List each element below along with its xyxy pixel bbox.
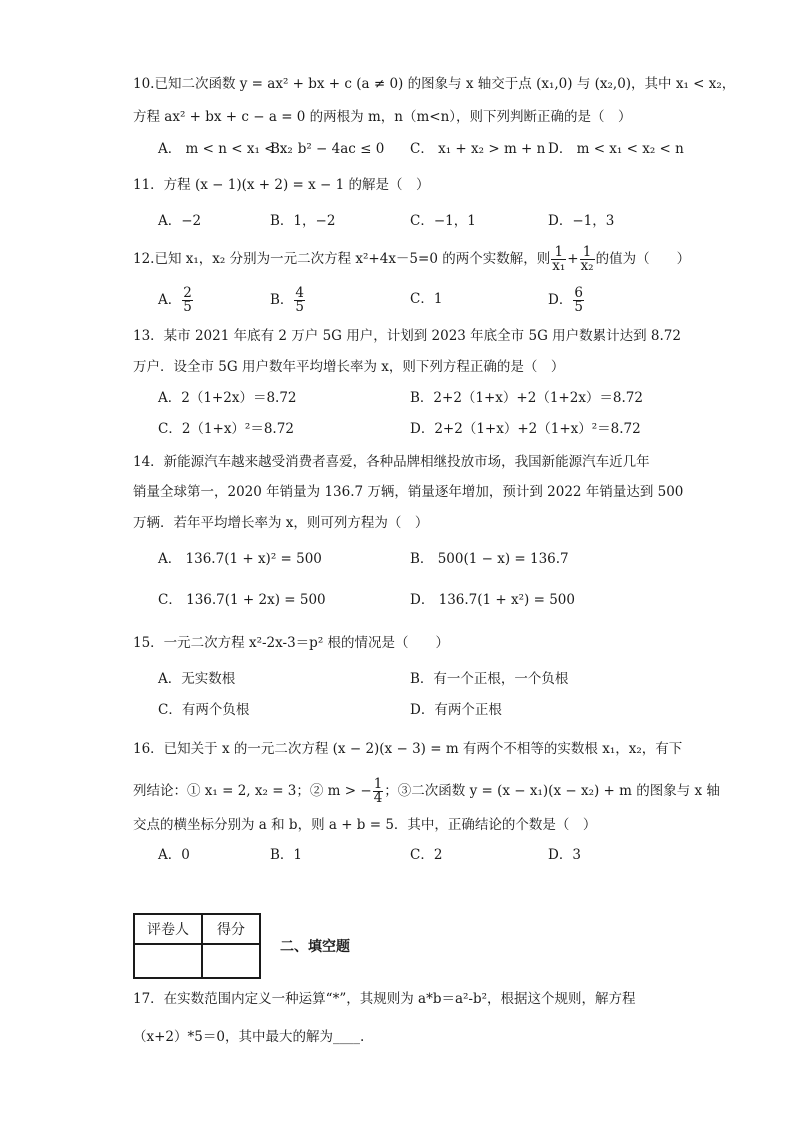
q14-option-d: D． 136.7(1 + x²) = 500 — [410, 592, 575, 608]
q13-option-c: C．2（1+x）²＝8.72 — [158, 421, 294, 437]
q10-option-c: C． x₁ + x₂ > m + n — [410, 141, 546, 157]
q16-option-b: B．1 — [270, 847, 303, 863]
score-table — [133, 913, 261, 979]
q11-option-b: B．1，−2 — [270, 213, 336, 229]
score-table-score-header: 得分 — [202, 914, 260, 944]
q16-stem-line1: 16．已知关于 x 的一元二次方程 (x − 2)(x − 3) = m 有两个不相等的实数根 x₁，x₂，有下 — [133, 741, 683, 757]
q12-stem-suffix: 的值为（ ） — [595, 251, 691, 267]
q15-option-a: A．无实数根 — [158, 671, 236, 687]
q10-option-a: A． m < n < x₁ < x₂ — [158, 141, 293, 157]
q16-fraction: $\frac{1}{4}$ — [373, 776, 383, 806]
q10-stem-line1: 10.已知二次函数 y = ax² + bx + c (a ≠ 0) 的图象与 x 轴交于点 (x₁,0) 与 (x₂,0)，其中 x₁ < x₂， — [133, 76, 736, 92]
q11-stem: 11．方程 (x − 1)(x + 2) = x − 1 的解是（ ） — [133, 177, 430, 193]
q14-option-c: C． 136.7(1 + 2x) = 500 — [158, 592, 326, 608]
q13-stem-line2: 万户．设全市 5G 用户数年平均增长率为 x，则下列方程正确的是（ ） — [133, 359, 565, 375]
q14-option-b: B． 500(1 − x) = 136.7 — [410, 551, 569, 567]
q12-option-a: A． $\frac{2}{5}$ — [158, 285, 192, 315]
score-table-score-cell[interactable] — [202, 944, 260, 978]
q14-stem-line1: 14．新能源汽车越来越受消费者喜爱，各种品牌相继投放市场，我国新能源汽车近几年 — [133, 454, 650, 470]
q12-fraction-1: $\frac{1}{\text{x₁}}$ — [552, 244, 566, 274]
q14-stem-line3: 万辆．若年平均增长率为 x，则可列方程为（ ） — [133, 515, 429, 531]
q17-stem-line1: 17．在实数范围内定义一种运算“*”，其规则为 a*b＝a²-b²，根据这个规则，解方程 — [133, 991, 636, 1007]
q16-stem-line2: 列结论：① x₁ = 2, x₂ = 3；② m > − $\frac{1}{4}$ ；③二次函数 y = (x − x₁)(x − x₂) + m 的图象与 x 轴 — [133, 776, 720, 806]
q12-option-b: B． $\frac{4}{5}$ — [270, 285, 305, 315]
score-table-grader-header: 评卷人 — [134, 914, 202, 944]
q12-option-d: D． $\frac{6}{5}$ — [548, 285, 583, 315]
q11-option-a: A．−2 — [158, 213, 202, 229]
q11-option-d: D．−1，3 — [548, 213, 615, 229]
q14-stem-line2: 销量全球第一，2020 年销量为 136.7 万辆，销量逐年增加，预计到 2022 年销量达到 500 — [133, 484, 684, 500]
q10-option-b: B． b² − 4ac ≤ 0 — [270, 141, 385, 157]
q16-option-a: A．0 — [158, 847, 190, 863]
q12-stem-prefix: 12.已知 x₁，x₂ 分别为一元二次方程 x²+4x－5=0 的两个实数解，则 — [133, 251, 551, 267]
q16-option-c: C．2 — [410, 847, 443, 863]
q13-option-d: D．2+2（1+x）+2（1+x）²＝8.72 — [410, 421, 641, 437]
q11-option-c: C．−1，1 — [410, 213, 476, 229]
q17-stem-line2: （x+2）*5＝0，其中最大的解为____. — [133, 1029, 365, 1045]
q13-option-a: A．2（1+2x）＝8.72 — [158, 390, 297, 406]
q13-stem-line1: 13．某市 2021 年底有 2 万户 5G 用户，计划到 2023 年底全市 5G 用户数累计达到 8.72 — [133, 328, 681, 344]
q16-option-d: D．3 — [548, 847, 581, 863]
q16-stem-line3: 交点的横坐标分别为 a 和 b，则 a + b = 5．其中，正确结论的个数是（ ） — [133, 817, 597, 833]
q12-stem: 12.已知 x₁，x₂ 分别为一元二次方程 x²+4x－5=0 的两个实数解，则 $\frac{1}{\text{x₁}}$ + $\frac{1}{\text{x₂}}$ 的值为（ ） — [133, 244, 691, 274]
q15-stem: 15．一元二次方程 x²-2x-3＝p² 根的情况是（ ） — [133, 635, 450, 651]
q15-option-c: C．有两个负根 — [158, 702, 250, 718]
section-title: 二、填空题 — [280, 939, 350, 955]
q15-option-d: D．有两个正根 — [410, 702, 502, 718]
q10-stem-line2: 方程 ax² + bx + c − a = 0 的两根为 m，n（m<n），则下列判断正确的是（ ） — [133, 109, 632, 125]
q15-option-b: B．有一个正根，一个负根 — [410, 671, 569, 687]
q13-option-b: B．2+2（1+x）+2（1+2x）＝8.72 — [410, 390, 643, 406]
score-table-grader-cell[interactable] — [134, 944, 202, 978]
q10-option-d: D． m < x₁ < x₂ < n — [548, 141, 684, 157]
q12-option-c: C．1 — [410, 291, 443, 307]
q12-fraction-2: $\frac{1}{\text{x₂}}$ — [580, 244, 594, 274]
q14-option-a: A． 136.7(1 + x)² = 500 — [158, 551, 322, 567]
